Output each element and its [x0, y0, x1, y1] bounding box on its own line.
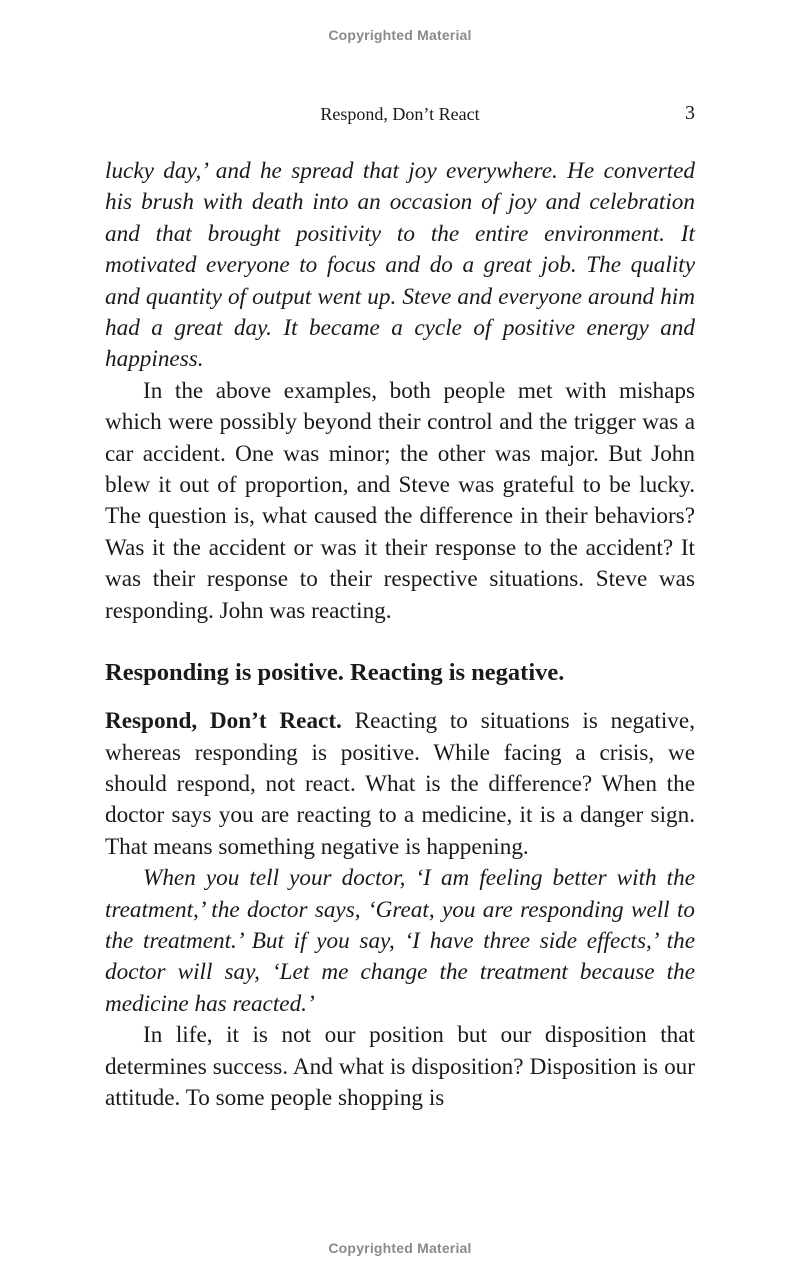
copyright-watermark-top: Copyrighted Material: [328, 27, 472, 43]
page-body: [105, 156, 695, 1114]
spacer: [105, 627, 695, 657]
spacer: [105, 688, 695, 706]
paragraph-examples: In the above examples, both people met with mishaps which were possibly beyond their control and the trigger was a car accident. One was minor; the other was major. But John blew it out of proportion, and Steve was grateful to be lucky. The question is, what caused the difference in their behaviors? Was it the accident or was it their response to the accident? It was their response to their respective situations. Steve was responding. John was reacting.: [105, 377, 695, 624]
paragraph-lead-in: Respond, Don’t React.: [105, 708, 342, 735]
italic-paragraph-doctor-example: When you tell your doctor, ‘I am feeling better with the treatment,’ the doctor says, ‘Great, you are responding well to the treatment.’ But if you say, ‘I have three side effects,’ the doctor will say, ‘Let me change the treatment because the medicine has reacted.’: [105, 865, 695, 1017]
copyright-watermark-bottom: Copyrighted Material: [328, 1240, 472, 1256]
running-title: Respond, Don’t React: [320, 104, 480, 124]
paragraph-disposition: In life, it is not our position but our disposition that determines success. And what is disposition? Disposition is our attitude. To some people shopping is: [105, 1022, 695, 1111]
paragraph-text: Reacting to situations is negative, whereas responding is positive. While facing a crisis, we should respond, not react. What is the difference? When the doctor says you are reacting to a medicine, it is a danger sign. That means something negative is happening.: [105, 708, 695, 860]
paragraph-respond-dont-react: [105, 706, 695, 863]
page-number: 3: [685, 102, 695, 124]
italic-paragraph-story-end: lucky day,’ and he spread that joy everywhere. He converted his brush with death into an occasion of joy and celebration and that brought positivity to the entire environment. It motivated everyone to focus and do a great job. The quality and quantity of output went up. Steve and everyone around him had a great day. It became a cycle of positive energy and happiness.: [105, 158, 695, 373]
section-heading: Responding is positive. Reacting is negative.: [105, 659, 565, 687]
running-header: [105, 102, 695, 128]
